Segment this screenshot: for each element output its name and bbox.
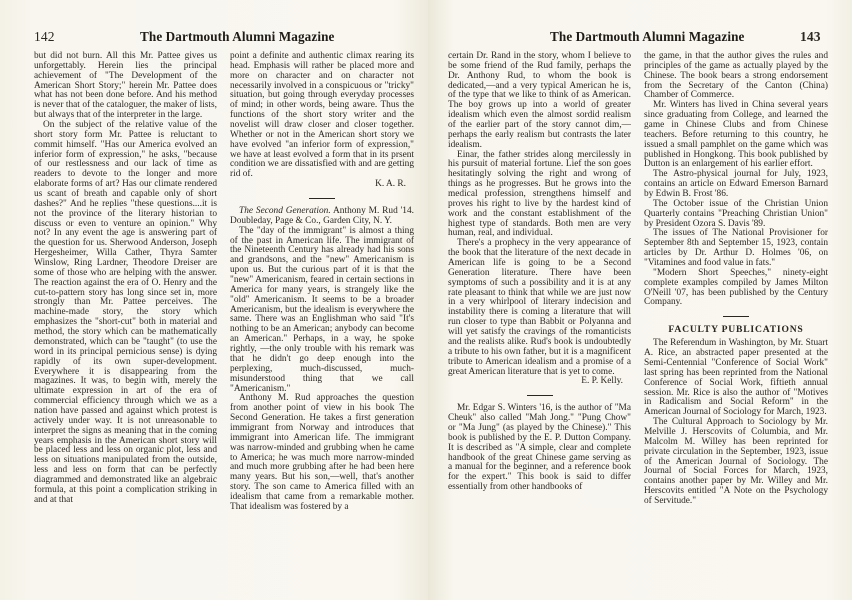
section-divider [527, 395, 553, 396]
paragraph: There's a prophecy in the very appearance of the book that the literature of the next decade in American life is going to be a Second Generation literature. There have been symptoms of such a possibility and it is at any rate pleasant to think that while we are just now in a very whirlpool of literary indecision and instability there is coming a literature that will run closer to type than Babbit or Polyanna and will yet satisfy the cravings of the romanticists and the realists alike. Rud's book is undoubtedly a tribute to his own father, but it is a magnificent tribute to American idealism and a promise of a great American literature that is yet to come. [448, 238, 631, 377]
paragraph: the game, in that the author gives the rules and principles of the game as actually played by the Chinese. The book bears a strong endorsement from the Secretary of the Canton (China) Chamber of Commerce. [644, 51, 828, 101]
book-details: Anthony M. Rud '14. Doubleday, Page & Co., Garden City, N. Y. [230, 206, 414, 226]
book-citation [230, 207, 414, 227]
section-divider [309, 198, 335, 199]
review-signature: K. A. R. [375, 179, 406, 190]
section-heading: FACULTY PUBLICATIONS [668, 324, 804, 336]
review-signature: E. P. Kelly. [581, 376, 623, 387]
left-column-1 [34, 52, 217, 506]
paragraph: Anthony M. Rud approaches the question from another point of view in his book The Second Generation. He takes a first generation immigrant from Norway and introduces that immigrant into American life. The immigrant was narrow-minded and grubbing when he came to America; he was much more narrow-minded and much more grubbing after he had been here many years. But his son,—well, that's another story. The son came to America filled with an idealism that came from a remarkable mother. That idealism was fostered by a [230, 393, 414, 512]
page-number: 142 [34, 29, 55, 44]
paragraph: The issues of The National Provisioner for September 8th and September 15, 1923, contain articles by Dr. Arthur D. Holmes '06, on "Vitamines and food value in fats." [644, 228, 828, 269]
right-page [428, 0, 852, 600]
paragraph: On the subject of the relative value of the short story form Mr. Pattee is reluctant to commit himself. "Has our America evolved an inferior form of expression," he asks, "because of our restlessness and our lack of time as readers to devote to the longer and more elaborate forms of art? Has our climate rendered us scant of breath and capable only of short dashes?" And he replies "these questions....it is not the province of the literary historian to discuss or even to venture an opinion." Why not? In any event the age is answering part of the question for us. Sherwood Anderson, Joseph Hergesheimer, Willa Cather, Thyra Samter Winslow, Ring Lardner, Theodore Dreiser are some of those who are helping with the answer. The reaction against the era of O. Henry and the cut-to-pattern story has long since set in, more strongly than Mr. Pattee perceives. The machine-made story, the story which emphasizes the "short-cut" both in material and method, the story which can be mathematically demonstrated, which can be "taught" (to use the word in its principal pernicious sense) is dying rapidly of its own super-development. Everywhere it is disappearing from the magazines. It was, to begin with, merely the ultimate expression in art of the era of commercial efficiency through which we as a nation have passed and against which protest is actively under way. It is not unreasonable to interpret the signs as meaning that in the coming years emphasis in the American short story will be placed less and less on organic plot, less and less on situations manipulated from the outside, less and less on form that can be perfectly diagrammed and demonstrated like an algebraic formula, at this point a complication striking in and at that [34, 120, 217, 505]
paragraph: The October issue of the Christian Union Quarterly contains "Preaching Christian Union" by President Ozora S. Davis '89. [644, 198, 828, 229]
left-column-2 [230, 52, 414, 513]
right-column-2 [644, 52, 828, 507]
paragraph: The Astro-physical journal for July, 1923, contains an article on Edward Emerson Barnard by Edwin B. Frost '86. [644, 169, 828, 200]
section-divider [723, 316, 749, 317]
paragraph: Mr. Winters has lived in China several years since graduating from College, and learned the game in Chinese Clubs and from Chinese teachers. Before returning to this country, he issued a small pamphlet on the game which was published in Hongkong. This book published by Dutton is an enlargement of his earlier effort. [644, 100, 828, 170]
page-number: 143 [800, 29, 821, 44]
paragraph: Einar, the father strides along mercilessly in his pursuit of material fortune. Lief the son goes hesitatingly solving the right and wrong of things as he progresses. But he grows into the medical profession, strengthens himself and proves his right to live by the hardest kind of work and the constant establishment of the highest type of standards. Both men are very human, real, and individual. [448, 149, 631, 239]
running-head: The Dartmouth Alumni Magazine [550, 29, 745, 44]
right-column-1 [448, 52, 631, 493]
running-head: The Dartmouth Alumni Magazine [140, 29, 335, 44]
paragraph: The "day of the immigrant" is almost a thing of the past in American life. The immigrant of the Nineteenth Century has already had his sons and grandsons, and the "new" Americanism is upon us. But the curious part of it is that the "new" Americanism, feared in certain sections in America for many years, is strangely like the "old" Americanism. It seems to be a broader Americanism, but the idealism is everywhere the same. There was an Englishman who said "It's nothing to be an American; anybody can become an American." Perhaps, in a way, he spoke rightly, —the only trouble with his remark was that he didn't go deep enough into the perplexing, much-discussed, much-misunderstood thing that we call "Americanism." [230, 225, 414, 394]
paragraph: Mr. Edgar S. Winters '16, is the author of "Ma Cheuk" also called "Mah Jong." "Pung Chow" or "Ma Jung" (as played by the Chinese)." This book is published by the E. P. Dutton Company. It is described as "A simple, clear and complete handbook of the great Chinese game serving as a manual for the beginner, and a reference book for the expert." This book is said to differ essentially from other handbooks of [448, 403, 631, 493]
paragraph: certain Dr. Rand in the story, whom I believe to be some friend of the Rud family, perhaps the Dr. Anthony Rud, to whom the book is dedicated,—and a very typical American he is, of the type that we like to think of as American. The boy grows up into a world of greater idealism which even the almost sordid realism of the earlier part of the story cannot dim,—perhaps the early realism but contrasts the later idealism. [448, 51, 631, 150]
paragraph: The Referendum in Washington, by Mr. Stuart A. Rice, an abstracted paper presented at the Semi-Centennial "Conference of Social Work" last spring has been reprinted from the National Conference of Social Work, fiftieth annual session. Mr. Rice is also the author of "Motives in Radicalism and Social Reform" in the American Journal of Sociology for March, 1923. [644, 338, 828, 418]
book-title: The Second Generation. [239, 206, 331, 217]
paragraph: point a definite and authentic climax rearing its head. Emphasis will rather be placed more and more on character and on character not necessarily involved in a conspicuous or "tricky" situation, but going through everyday processes of mind; in other words, being aware. Thus the functions of the short story writer and the novelist will draw closer and closer together. Whether or not in the American short story we have evolved "an inferior form of expression," we have at least evolved a form that in its prsent condition we are dissatisfied with and are getting rid of. [230, 51, 414, 180]
paragraph: The Cultural Approach to Sociology by Mr. Melville J. Herscovits of Columbia, and Mr. Malcolm M. Willey has been reprinted for private circulation in the September, 1923, issue of the American Journal of Sociology. The Journal of Social Forces for March, 1923, contains another paper by Mr. Willey and Mr. Herscovits entitled "A Note on the Psychology of Servitude." [644, 417, 828, 506]
paragraph: "Modern Short Speeches," ninety-eight complete examples compiled by James Milton O'Neill '07, has been published by the Century Company. [644, 267, 828, 308]
paragraph: but did not burn. All this Mr. Pattee gives us unforgettably. Herein lies the principal achievement of "The Development of the American Short Story;" herein Mr. Pattee does what has not been done before. And his method is never that of the cataloguer, the maker of lists, but always that of the interpreter in the large. [34, 51, 217, 121]
